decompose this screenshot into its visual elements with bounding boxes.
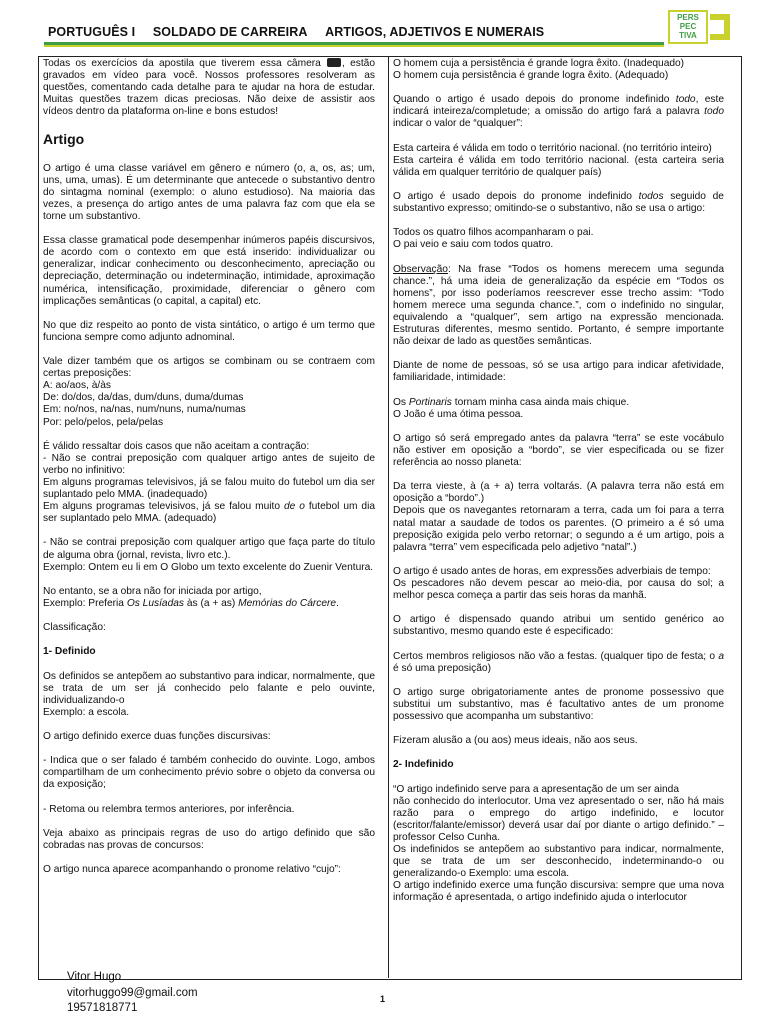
paragraph: O artigo é uma classe variável em gênero e número (o, a, os, as; um, uns, uma, umas). É um determinante que antecede o substantivo dentro do sintagma nominal (exemplo: o aluno estudioso). Na maioria das vezes, a presença do artigo antes de uma palavra faz com que ela se torne um substantivo. [43, 162, 375, 222]
left-column [43, 58, 375, 876]
paragraph-text: Quando o artigo é usado depois do pronome indefinido [393, 94, 670, 106]
author-info [67, 970, 198, 1017]
paragraph: - Indica que o ser falado é também conhecido do ouvinte. Logo, ambos compartilham de um conhecimento prévio sobre o objeto da conversa ou da exposição; [43, 755, 375, 791]
paragraph: Diante de nome de pessoas, só se usa artigo para indicar afetividade, familiaridade, intimidade: [393, 360, 724, 384]
paragraph [393, 94, 724, 130]
paragraph: - Não se contrai preposição com qualquer artigo que faça parte do título de alguma obra (jornal, revista, livro etc.). [43, 537, 375, 561]
example: Exemplo: a escola. [43, 706, 130, 718]
intro-text-b: , estão gravados em vídeo para você. Nossos professores resolveram as questões, comentando cada detalhe para te ajudar na hora de estudar. Muitas questões trazem dicas preciosas. Não deixe de assistir aos vídeos dentro da plataforma on-line e bons estudos! [43, 58, 375, 118]
paragraph: Essa classe gramatical pode desempenhar inúmeros papéis discursivos, de acordo com o contexto em que está inserido: individualizar ou generalizar, indicar conhecimento ou desconhecimento, apreciação ou depreciação, determinação ou indeterminação, intimidade, aproximação numérica, intensificação, proximidade, diferenciar o gênero com implicações semânticas (o capital, a capital) etc. [43, 235, 375, 307]
paragraph-emphasis: todo [704, 106, 724, 118]
paragraph-emphasis: todos [638, 191, 664, 203]
paragraph-text: seguido de substantivo expresso; omitindo-se o substantivo, não se usa o artigo: [393, 191, 724, 215]
example-emphasis: Portinaris [408, 396, 452, 408]
paragraph: O artigo indefinido exerce uma função discursiva: sempre que uma nova informação é apresentada, o artigo indefinido ajuda o interlocutor [393, 880, 724, 904]
observation-label: Observação [393, 263, 448, 275]
author-name: Vitor Hugo [67, 971, 122, 983]
example-text: . [336, 597, 339, 609]
video-camera-icon [327, 58, 341, 67]
paragraph-text: , este indicará inteireza/completude; a omissão do artigo fará a palavra [393, 94, 724, 118]
header-yellow-rule [44, 45, 664, 47]
example: Todos os quatro filhos acompanharam o pai. [393, 227, 594, 239]
example-text: Certos membros religiosos não vão a festas. (qualquer tipo de festa; o [393, 650, 716, 662]
example [43, 598, 375, 610]
example: Em alguns programas televisivos, já se falou muito do futebol um dia ser suplantado pelo MMA. (inadequado) [43, 477, 375, 501]
example-emphasis: Os Lusíadas [126, 597, 185, 609]
example-text: Exemplo: Preferia [43, 597, 124, 609]
quote: “O artigo indefinido serve para a apresentação de um ser ainda [393, 783, 679, 795]
example: Os pescadores não devem pescar ao meio-dia, por causa do sol; a melhor pesca começa a partir das seis horas da manhã. [393, 578, 724, 602]
paragraph-text: indicar o valor de “qualquer”: [393, 118, 523, 130]
quote: não conhecido do interlocutor. Uma vez apresentado o ser, não há mais razão para o emprego do artigo indefinido, e locutor (escritor/falante/emissor) deverá usar daí por diante o artigo definido.” – professor Celso Cunha. [393, 795, 724, 843]
right-column [393, 58, 724, 905]
paragraph-text: O artigo é usado depois do pronome indefinido [393, 191, 632, 203]
example-text: tornam minha casa ainda mais chique. [454, 396, 630, 408]
paragraph: O artigo é usado antes de horas, em expressões adverbiais de tempo: [393, 565, 711, 577]
example: Da terra vieste, à (a + a) terra voltarás. (A palavra terra não está em oposição a “bordo”.) [393, 481, 724, 505]
paragraph: É válido ressaltar dois casos que não aceitam a contração: [43, 440, 310, 452]
example-text: é só uma preposição) [393, 662, 491, 674]
list-item: De: do/dos, da/das, dum/duns, duma/dumas [43, 392, 244, 404]
example: Fizeram alusão a (ou aos) meus ideais, não aos seus. [393, 735, 638, 747]
example-text: Os [393, 396, 407, 408]
example-emphasis: a [718, 650, 724, 662]
intro-paragraph [43, 58, 375, 118]
paragraph: Veja abaixo as principais regras de uso do artigo definido que são cobradas nas provas de concursos: [43, 827, 375, 851]
header-course: SOLDADO DE CARREIRA [152, 25, 308, 39]
example: O homem cuja a persistência é grande logra êxito. (Inadequado) [393, 58, 685, 69]
paragraph: O artigo definido exerce duas funções discursivas: [43, 730, 271, 742]
example [43, 501, 375, 525]
paragraph: Vale dizer também que os artigos se combinam ou se contraem com certas preposições: [43, 356, 375, 380]
page-header [44, 13, 744, 52]
section-heading-artigo: Artigo [43, 130, 85, 147]
example [393, 651, 724, 675]
paragraph: O artigo só será empregado antes da palavra “terra” se este vocábulo não estiver em oposição a “bordo”, se vier especificada ou se fizer referência ao nosso planeta: [393, 432, 724, 469]
paragraph: - Retoma ou relembra termos anteriores, por inferência. [43, 803, 295, 815]
example-text: às (a + as) [186, 597, 236, 609]
paragraph: No que diz respeito ao ponto de vista sintático, o artigo é um termo que funciona sempre como adjunto adnominal. [43, 319, 375, 343]
example-emphasis: de o [283, 501, 305, 513]
example: Depois que os navegantes retornaram a terra, cada um foi para a terra natal matar a saudade de todos os parentes. (O primeiro a é só uma preposição exigida pelo verbo retornar; o segundo a é um artigo, pois a palavra “terra” vem especificada pelo adjetivo “natal”.) [393, 505, 724, 553]
list-item: Em: no/nos, na/nas, num/nuns, numa/numas [43, 404, 246, 416]
perspectiva-logo [668, 10, 732, 44]
logo-text-3: TIVA [679, 31, 697, 40]
list-item: Por: pelo/pelos, pela/pelas [43, 416, 164, 428]
paragraph: O artigo surge obrigatoriamente antes de pronome possessivo que substitui um substantivo, mas é facultativo antes de um pronome possessivo que acompanha um substantivo: [393, 686, 724, 723]
example-text: futebol um dia ser suplantado pelo MMA. (adequado) [43, 501, 376, 525]
example: O homem cuja persistência é grande logra êxito. (Adequado) [393, 70, 669, 82]
header-topic: ARTIGOS, ADJETIVOS E NUMERAIS [325, 25, 545, 39]
example [393, 397, 724, 409]
example: Exemplo: Ontem eu li em O Globo um texto excelente do Zuenir Ventura. [43, 561, 374, 573]
logo-text-1: PERS [677, 13, 699, 22]
intro-text-a: Todas os exercícios da apostila que tiverem essa câmera [43, 58, 321, 69]
paragraph: No entanto, se a obra não for iniciada por artigo, [43, 585, 262, 597]
observation-text: : Na frase “Todos os homens merecem uma segunda chance.”, há uma ideia de generalização da espécie em “Todos os homens”, por isso poderíamos reescrever esse trecho assim: “Todo homem merece uma segunda chance.”, com o indefinido no singular, equivalendo a “qualquer”, sem artigo na expressão mencionada. Estruturas diferentes, mesmo sentido. Portanto, é sempre importante não deixar de lado as questões semânticas. [393, 263, 724, 348]
paragraph: - Não se contrai preposição com qualquer artigo antes de sujeito de verbo no infinitivo: [43, 452, 375, 476]
paragraph: O artigo nunca aparece acompanhando o pronome relativo “cujo”: [43, 864, 341, 875]
paragraph [393, 191, 724, 215]
paragraph-emphasis: todo [675, 94, 696, 106]
paragraph: O artigo é dispensado quando atribui um sentido genérico ao substantivo, mesmo quando este é especificado: [393, 614, 724, 638]
subsection-title-definido: 1- Definido [43, 646, 96, 658]
example: Esta carteira é válida em todo o território nacional. (no território inteiro) [393, 142, 712, 154]
author-email: vitorhuggo99@gmail.com [67, 986, 198, 999]
subsection-title-indefinido: 2- Indefinido [393, 759, 454, 771]
classification-label: Classificação: [43, 622, 106, 634]
observation [393, 264, 724, 349]
example-text: Em alguns programas televisivos, já se falou muito [43, 501, 280, 513]
example: O João é uma ótima pessoa. [393, 408, 524, 420]
paragraph: Os indefinidos se antepõem ao substantivo para indicar, normalmente, que se trata de um ser desconhecido, indeterminando-o ou generalizando-o Exemplo: uma escola. [393, 844, 724, 880]
header-subject: PORTUGUÊS I [48, 25, 136, 39]
paragraph: Os definidos se antepõem ao substantivo para indicar, normalmente, que se trata de um ser já conhecido pelo falante e pelo ouvinte, individualizando-o [43, 670, 375, 706]
column-divider [388, 56, 389, 978]
list-item: A: ao/aos, à/às [43, 380, 111, 392]
example: Esta carteira é válida em todo território nacional. (esta carteira seria válida em qualquer território de qualquer país) [393, 154, 724, 178]
example: O pai veio e saiu com todos quatro. [393, 239, 554, 251]
example-emphasis: Memórias do Cárcere [238, 597, 337, 609]
author-phone: 19571818771 [67, 1002, 138, 1014]
header-title [48, 25, 558, 39]
logo-text-2: PEC [679, 22, 697, 31]
page-number: 1 [380, 994, 386, 1004]
